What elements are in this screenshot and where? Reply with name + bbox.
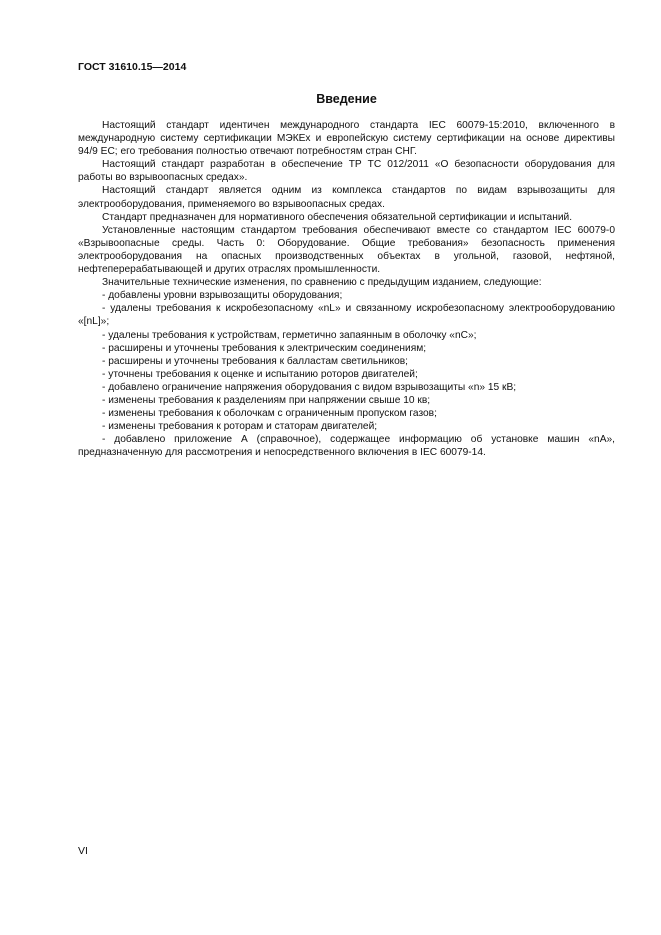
paragraph: Настоящий стандарт является одним из комплекса стандартов по видам взрывозащиты для электрооборудования, применяемого во взрывоопасных средах. — [78, 185, 615, 210]
document-header: ГОСТ 31610.15—2014 — [78, 61, 187, 73]
paragraph: Значительные технические изменения, по сравнению с предыдущим изданием, следующие: — [102, 277, 542, 289]
paragraph: Настоящий стандарт разработан в обеспечение ТР ТС 012/2011 «О безопасности оборудования для работы во взрывоопасных средах». — [78, 159, 615, 184]
list-item: - изменены требования к оболочкам с ограниченным пропуском газов; — [102, 408, 437, 420]
section-title: Введение — [316, 92, 377, 106]
list-item: - изменены требования к роторам и статорам двигателей; — [102, 421, 378, 433]
list-item: - расширены и уточнены требования к балластам светильников; — [102, 355, 408, 367]
list-item: - удалены требования к устройствам, герметично запаянным в оболочку «nC»; — [102, 329, 477, 341]
list-item: - добавлены уровни взрывозащиты оборудования; — [102, 290, 343, 302]
page-number: VI — [78, 845, 88, 857]
list-item: - расширены и уточнены требования к электрическим соединениям; — [102, 342, 427, 354]
list-item: - удалены требования к искробезопасному «nL» и связанному искробезопасному электрооборудованию «[nL]»; — [78, 303, 615, 328]
list-item: - добавлено приложение А (справочное), содержащее информацию об установке машин «nA», предназначенную для рассмотрения и непосредственного включения в IEC 60079-14. — [78, 434, 615, 459]
list-item: - уточнены требования к оценке и испытанию роторов двигателей; — [102, 368, 418, 380]
paragraph: Установленные настоящим стандартом требования обеспечивают вместе со стандартом IEC 60079-0 «Взрывоопасные среды. Часть 0: Оборудование. Общие требования» безопасность применения электрооборудования на опасных производственных объектах в угольной, газовой, нефтяной, нефтеперерабатывающей и других отраслях промышленности. — [78, 224, 615, 276]
list-item: - добавлено ограничение напряжения оборудования с видом взрывозащиты «n» 15 кВ; — [102, 381, 517, 393]
paragraph: Стандарт предназначен для нормативного обеспечения обязательной сертификации и испытаний. — [102, 211, 573, 223]
paragraph: Настоящий стандарт идентичен международного стандарта IEC 60079-15:2010, включенного в международную систему сертификации МЭКЕх и европейскую систему сертификации на основе директивы 94/9 ЕС; его требования полностью отвечают потребностям стран СНГ. — [78, 120, 615, 158]
document-body — [78, 119, 615, 459]
list-item: - изменены требования к разделениям при напряжении свыше 10 кв; — [102, 394, 431, 406]
